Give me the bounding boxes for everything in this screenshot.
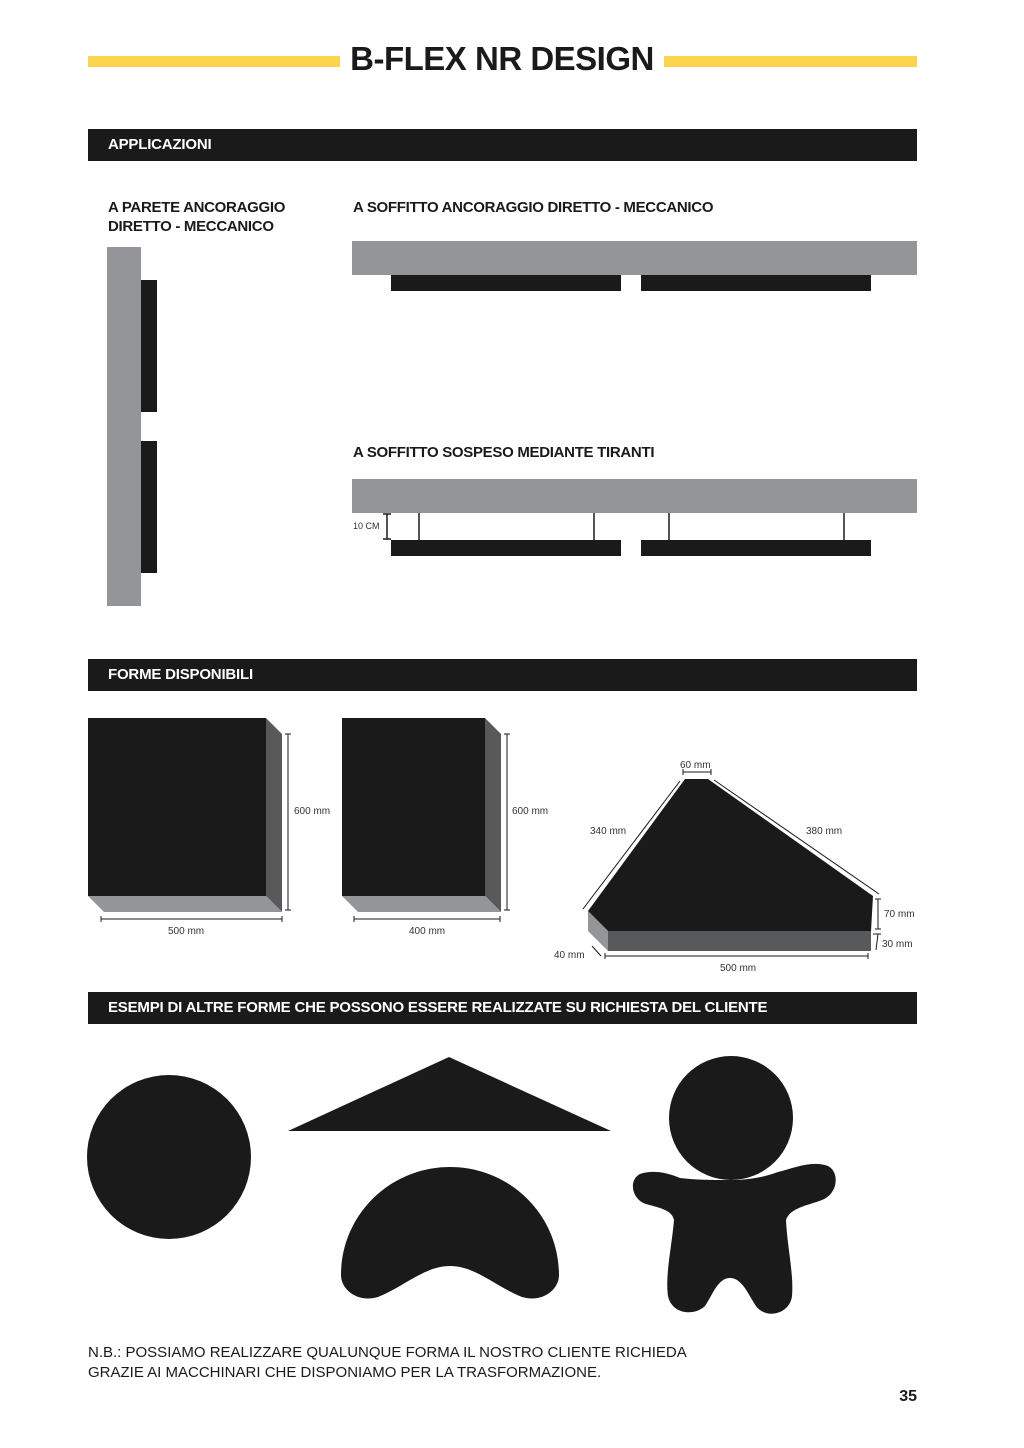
poly-thickness-front [608,931,871,951]
square-bottom [88,896,282,912]
wall-mount-label-line1: A PARETE ANCORAGGIO [108,199,286,216]
wall-illustration [107,247,141,606]
rect-bottom [342,896,501,912]
poly-side-label: 70 mm [884,909,915,920]
ceiling-illustration [352,241,917,275]
ceiling-direct-label: A SOFFITTO ANCORAGGIO DIRETTO - MECCANICO [353,199,714,216]
rect-front [342,718,485,896]
square-width-label: 500 mm [168,926,205,937]
poly-panel-shape [583,769,881,959]
wall-mount-label [108,198,285,236]
suspension-gap-label: 10 CM [353,521,380,531]
gingerbread-figure-shape [633,1056,836,1314]
triangle-shape [288,1057,611,1131]
rect-panel-shape [342,718,510,922]
footnote-line2: GRAZIE AI MACCHINARI CHE DISPONIAMO PER LA TRASFORMAZIONE. [88,1364,602,1381]
circle-shape [87,1075,251,1239]
page-number: 35 [899,1388,917,1405]
poly-left-label: 340 mm [590,826,627,837]
ceiling-suspended-label: A SOFFITTO SOSPESO MEDIANTE TIRANTI [353,444,655,461]
wall-panel [141,441,157,573]
section-bar-applicazioni: APPLICAZIONI [88,129,917,161]
rect-height-label: 600 mm [512,806,549,817]
suspended-panel [641,540,871,556]
crescent-shape [341,1167,559,1298]
ceiling-panel [391,275,621,291]
rect-side [485,718,501,912]
ceiling-panel [641,275,871,291]
suspended-panel [391,540,621,556]
square-panel-shape [88,718,291,922]
rect-width-label: 400 mm [409,926,446,937]
shapes-illustration [0,700,1024,990]
footnote-line1: N.B.: POSSIAMO REALIZZARE QUALUNQUE FORMA IL NOSTRO CLIENTE RICHIEDA [88,1344,687,1361]
wall-panel [141,280,157,412]
square-side [266,718,282,912]
poly-thickness-label: 30 mm [882,939,913,950]
section-bar-esempi: ESEMPI DI ALTRE FORME CHE POSSONO ESSERE REALIZZATE SU RICHIESTA DEL CLIENTE [88,992,917,1024]
page-title: B-FLEX NR DESIGN [350,40,654,77]
poly-corner-label: 40 mm [554,950,585,961]
ceiling-suspended-illustration [352,479,917,513]
poly-base-label: 500 mm [720,963,757,974]
poly-right-label: 380 mm [806,826,843,837]
footnote [88,1343,687,1383]
poly-front [588,779,873,931]
suspension-rods [340,513,880,541]
section-bar-forme: FORME DISPONIBILI [88,659,917,691]
wall-mount-label-line2: DIRETTO - MECCANICO [108,218,274,235]
square-front [88,718,266,896]
poly-top-label: 60 mm [680,760,711,771]
square-height-label: 600 mm [294,806,331,817]
custom-shapes-illustration [0,1040,1024,1330]
